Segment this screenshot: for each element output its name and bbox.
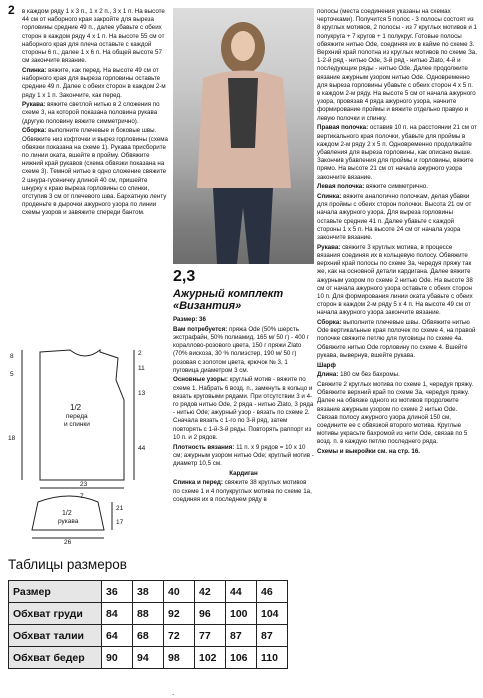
heading-dlina: Длина:	[317, 371, 339, 379]
heading-sborka-r: Сборка:	[317, 319, 342, 327]
rukav-r-text: свяжите 3 круглых мотива, в процессе вязания соединяя их в кольцевую полосу. Обвяжите верхний край полосы по схеме За, чередуя пряжу так же, как на основной детали кардигана. Далее вяжите ажурным узором по схеме 2 нитью Ode. На высоте 38 см от начала ажурного узора оставьте с обеих сторон 10 п. Для формирования линии оката убавьте с обеих сторон в каждом 2-м ряду 5 х 4 п. На высоте 49 см от начала ажурного узора закончите вязание.	[317, 243, 473, 317]
dim-right-3: 13	[138, 390, 146, 397]
footer-note: Схемы и выкройки см. на стр. 16.	[317, 448, 421, 456]
photo-svg	[173, 8, 314, 264]
table-cell: 68	[133, 625, 164, 647]
size-table-title: Таблицы размеров	[8, 557, 127, 572]
heading-kardigan: Кардиган	[229, 469, 258, 477]
right-paragraph	[317, 244, 477, 318]
label-sleeve: 1/2	[62, 510, 72, 517]
table-cell: 38	[133, 581, 164, 603]
dim-right-2: 11	[138, 365, 145, 372]
middle-paragraph	[173, 479, 314, 504]
title-line-1: Ажурный комплект	[173, 288, 284, 300]
uzory-text: круглый мотив - вяжите по схеме 1. Набрать 6 возд. п., замкнуть в кольцо и вязать круговыми рядами. При отсутствии 3 и 4-го рядов нитью Ode, 2 ряда - нитью Zlato, 3 ряда - нитью Ode; ажурный узор - вязать по схеме 2. Сначала вязать с 1-го по 3-й ряд, затем повторять с 1-й-3-й ряды. Повторять раппорт из 10 п. и 2 рядов.	[173, 376, 314, 441]
table-cell: 88	[133, 603, 164, 625]
middle-paragraph	[173, 326, 314, 375]
table-cell: 100	[226, 603, 257, 625]
middle-paragraph	[173, 444, 314, 469]
pattern-title	[173, 288, 283, 312]
heading-prav: Правая полочка:	[317, 124, 369, 132]
heading-uzory: Основные узоры:	[173, 376, 228, 384]
page-number: 2	[8, 3, 15, 17]
heading-sharf: Шарф	[317, 361, 336, 369]
heading-spinka-pered: Спинка и перед:	[173, 479, 223, 487]
lev-text: вяжите симметрично.	[364, 183, 428, 191]
dim-right-4: 44	[138, 445, 146, 452]
table-cell: 40	[164, 581, 195, 603]
right-paragraph	[317, 193, 477, 242]
heading-plotnost: Плотность вязания:	[173, 443, 235, 451]
dim-bottom: 23	[80, 481, 88, 488]
dim-sleeve-side-2: 17	[116, 519, 124, 526]
table-cell: 106	[226, 647, 257, 669]
label-front-3: и спинки	[64, 421, 90, 428]
spinka-text: вяжите, как перед. На высоте 49 см от наборного края для выреза горловины оставьте средние 49 п. Далее с обеих сторон в каждом 2-м ряду 1 х 1 п. Закончите, как перед.	[22, 66, 166, 99]
row-label: Обхват талии	[9, 625, 102, 647]
right-column	[317, 8, 477, 458]
prav-text: оставив 10 п. на расстоянии 21 см от вертикального края полочки, убавьте для проймы в каждом 2-м ряду 2 х 5 п. Одновременно продолжайте убавления для выреза горловины, как описано выше. Закончив убавления для проймы и горловины, вяжите прямо. На высоте 21 см от начала ажурного узора закончите вязание.	[317, 124, 477, 181]
heading-lev: Левая полочка:	[317, 183, 365, 191]
sborka-text: выполните плечевые и боковые швы. Обвяжите низ кофточки и вырез горловины (схема обвязки показана на схеме 1). Рукава присборите по линии оката, вшейте в пройму. Обвяжите нижний край рукавов (схема обвязки показана на схеме 3). Темной нитью в одно сложение свяжите 2 шнура-гусеничку длиной 40 см, пришейте шнурку к краю выреза горловины со спинки, отступив 3 см от плечевого шва. Бархатную ленту проденьте в дырочки ажурного узора по линии схемы узоров и завяжите спереди бантом.	[22, 127, 168, 217]
right-paragraph: полосы (места соединения указаны на схемах черточками). Получится 5 полос - 3 полосы состоят из 8 круглых мотивов, 2 полосы - из 7 круглых мотивов и 1 полукруга + 7 кругов + 1 полукруг. Готовые полосы обвяжите нитью Ode, соединяя их в кайме по схеме 3. Верхний край полотна из круглых мотивов по схеме За, 1-2-й ряд - нитью Ode, 3-й ряд - нитью Zlato, 4-й и последующие ряды - нитью Ode. Далее продолжите вязание ажурным узором нитью Ode. Одновременно для выреза горловины убавьте с обеих сторон 4 х 5 п. в каждом 2-м ряду. На высоте 5 см от начала ажурного узора, провязав 4 ряда ажурного узора, начните формирование проймы и вяжите отдельно правую и левую полочки и спинку.	[317, 8, 478, 122]
dim-left-3: 18	[8, 435, 16, 442]
middle-column	[173, 316, 314, 505]
model-photo	[173, 8, 314, 264]
table-cell: 64	[102, 625, 133, 647]
spinka-pered-text: свяжите 38 круглых мотивов по схеме 1 и 4 полукруглых мотива по схеме 1а, соединяя их в последнем ряду в	[173, 479, 312, 503]
table-cell: 90	[102, 647, 133, 669]
dlina-text: 180 см без бахромы.	[338, 371, 400, 379]
heading-material: Вам потребуется:	[173, 325, 228, 333]
heading-spinka-r: Спинка:	[317, 192, 342, 200]
table-cell: 84	[102, 603, 133, 625]
dim-right-1: 2	[138, 350, 142, 357]
table-cell: 92	[164, 603, 195, 625]
right-paragraph	[317, 124, 477, 181]
size-table	[8, 580, 288, 669]
heading-sborka: Сборка:	[22, 127, 47, 135]
dim-left-2: 5	[10, 371, 14, 378]
sharf-text: Свяжите 2 круглых мотива по схеме 1, чередуя пряжу. Обвяжите верхний край по схеме За, чередуя пряжу. Далее на обвязке одного из мотивов продолжите вязание ажурным узором по схеме 2 нитью Ode. Связав полосу ажурного узора длиной 150 см, соедините ее с обвязкой второго мотива. Круглые мотивы украсьте бахромой из нити Ode, связав по 5 возд. п. в каждую петлю последнего ряда.	[317, 380, 474, 446]
left-paragraph	[22, 101, 168, 126]
heading-spinka: Спинка:	[22, 66, 47, 74]
plotnost-text: 11 п. х 9 рядов = 10 х 10 см; ажурным узором нитью Ode; круглый мотив - диаметр 10,5 см.	[173, 443, 314, 467]
row-label: Обхват груди	[9, 603, 102, 625]
pattern-diagram	[0, 340, 170, 545]
spinka-r-text: вяжите аналогично полочкам, делая убавки для проймы с обеих сторон полочки. Высота 21 см от начала ажурного узора. Для выреза горловины оставьте средние 41 п. Далее убавьте с каждой стороны 1 х 5 п. На высоте 24 см от начала узора закончите вязание.	[317, 192, 472, 241]
heading-rukav-r: Рукава:	[317, 243, 341, 251]
sborka-r-text: выполните плечевые швы. Обвяжите нитью Ode вертикальные края полочек по схеме 4, на правой полочке свяжите петлю для пуговицы по схеме 4а. Обвяжите нитью Ode горловину по схеме 4. Вшейте рукава, вывернув, вшейте рукава.	[317, 319, 476, 359]
table-cell: 102	[195, 647, 226, 669]
material-text: пряжа Ode (50% шерсть экстрафайн, 50% полиамид, 165 м/ 50 г) - 400 г кораллово-розового цвета, 150 г пряжи Zlato (70% вискоза, 30 % полиэстер, 190 м/ 50 г) розовая с золотом цвета, крючок № 3, 1 пуговица диаметром 3 см.	[173, 325, 310, 374]
table-cell: 96	[195, 603, 226, 625]
table-cell: 42	[195, 581, 226, 603]
rukav-text: вяжите светлой нитью в 2 сложения по схеме 3, на которой показана половина рукава (другую половину вяжите симметрично).	[22, 101, 160, 125]
dim-sleeve-top: 7	[80, 493, 84, 500]
dim-left-1: 8	[10, 353, 14, 360]
row-label: Обхват бедер	[9, 647, 102, 669]
table-cell: 87	[257, 625, 288, 647]
row-label: Размер	[9, 581, 102, 603]
middle-paragraph	[173, 376, 314, 442]
label-front: 1/2	[70, 403, 82, 412]
table-row	[9, 647, 288, 669]
table-cell: 94	[133, 647, 164, 669]
table-cell: 77	[195, 625, 226, 647]
left-paragraph: в каждом ряду 1 х 3 п., 1 х 2 п., 3 х 1 п. На высоте 44 см от наборного края закройте для выреза горловины средние 49 п., далее убавьте с обеих сторон в каждом ряду 4 х 1 п. На высоте 55 см от наборного края для плеча оставьте с каждой стороны 6 п., далее 1 х 6 п. На общей высоте 57 см закончите вязание.	[22, 8, 165, 65]
right-paragraph	[317, 371, 477, 379]
table-cell: 87	[226, 625, 257, 647]
table-row	[9, 603, 288, 625]
page-dot: .	[172, 688, 175, 697]
title-line-2: «Византия»	[173, 300, 242, 312]
table-cell: 72	[164, 625, 195, 647]
table-cell: 110	[257, 647, 288, 669]
label-front-2: переда	[66, 413, 88, 420]
left-paragraph	[22, 127, 168, 217]
dim-sleeve-side: 21	[116, 505, 124, 512]
dim-sleeve-bottom: 26	[64, 539, 72, 545]
table-cell: 104	[257, 603, 288, 625]
pattern-number: 2,3	[173, 268, 196, 285]
table-row	[9, 581, 288, 603]
right-paragraph	[317, 183, 477, 191]
table-cell: 44	[226, 581, 257, 603]
label-sleeve-2: рукава	[58, 518, 79, 525]
table-cell: 98	[164, 647, 195, 669]
table-cell: 46	[257, 581, 288, 603]
pattern-svg	[0, 340, 170, 545]
table-row	[9, 625, 288, 647]
right-paragraph	[317, 319, 477, 360]
left-paragraph	[22, 67, 168, 100]
table-cell: 36	[102, 581, 133, 603]
size-line: Размер: 36	[173, 316, 206, 323]
heading-rukav: Рукава:	[22, 101, 46, 109]
left-column	[22, 8, 168, 219]
